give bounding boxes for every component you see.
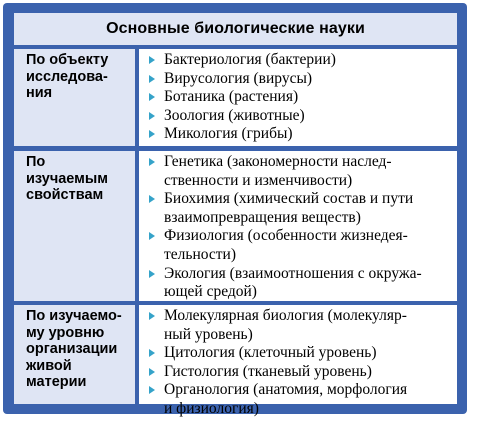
list-item: [149, 153, 457, 190]
list-item: [149, 88, 457, 107]
bullet-icon: [149, 195, 155, 203]
item-text: Бактериология (бактерии): [164, 51, 336, 68]
bullet-icon: [149, 368, 155, 376]
row-category: По изучаемым свойствам: [14, 151, 135, 301]
bullet-icon: [149, 158, 155, 166]
biology-sciences-table: [3, 3, 467, 417]
item-text: Биохимия (химический состав и пути взаимопревращения веществ): [164, 190, 414, 226]
table-header: [14, 13, 457, 45]
list-item: [149, 107, 457, 126]
bullet-icon: [149, 130, 155, 138]
item-text: Зоология (животные): [164, 106, 305, 124]
list-item: [149, 381, 457, 418]
item-text: Вирусология (вирусы): [164, 69, 313, 87]
list-item: [149, 70, 457, 89]
item-text: Цитология (клеточный уровень): [164, 344, 377, 362]
bullet-icon: [149, 312, 155, 320]
item-text: Ботаника (растения): [164, 88, 299, 106]
bullet-icon: [149, 56, 155, 64]
item-text: Микология (грибы): [164, 125, 293, 143]
list-item: [149, 307, 457, 344]
row-items: [139, 151, 457, 301]
item-text: Физиология (особенности жизнедея- тельности): [164, 227, 408, 263]
bullet-icon: [149, 112, 155, 120]
table-row-by-object: [14, 49, 457, 146]
bullet-icon: [149, 93, 155, 101]
list-item: [149, 265, 457, 302]
row-category: По объекту исследова- ния: [14, 49, 135, 146]
table-title: Основные биологические науки: [106, 20, 365, 37]
item-text: Гистология (тканевый уровень): [164, 362, 372, 380]
row-items: [139, 305, 457, 417]
list-item: [149, 125, 457, 144]
row-category: По изучаемо- му уровню организации живой материи: [14, 305, 135, 404]
bullet-icon: [149, 75, 155, 83]
list-item: [149, 51, 457, 70]
bullet-icon: [149, 270, 155, 278]
list-item: [149, 344, 457, 363]
table-row-by-properties: [14, 151, 457, 301]
item-text: Экология (взаимоотношения с окружа- ющей средой): [164, 264, 422, 301]
bullet-icon: [149, 386, 155, 394]
row-items: [139, 49, 457, 146]
item-text: Генетика (закономерности наслед- ственности и изменчивости): [164, 153, 392, 189]
list-item: [149, 363, 457, 382]
bullet-icon: [149, 232, 155, 240]
table-row-by-organization-level: [14, 305, 457, 417]
list-item: [149, 227, 457, 264]
item-text: Молекулярная биология (молекуляр- ный уровень): [164, 307, 407, 343]
item-text: Органология (анатомия, морфология и физиология): [164, 381, 408, 417]
bullet-icon: [149, 349, 155, 357]
list-item: [149, 190, 457, 227]
